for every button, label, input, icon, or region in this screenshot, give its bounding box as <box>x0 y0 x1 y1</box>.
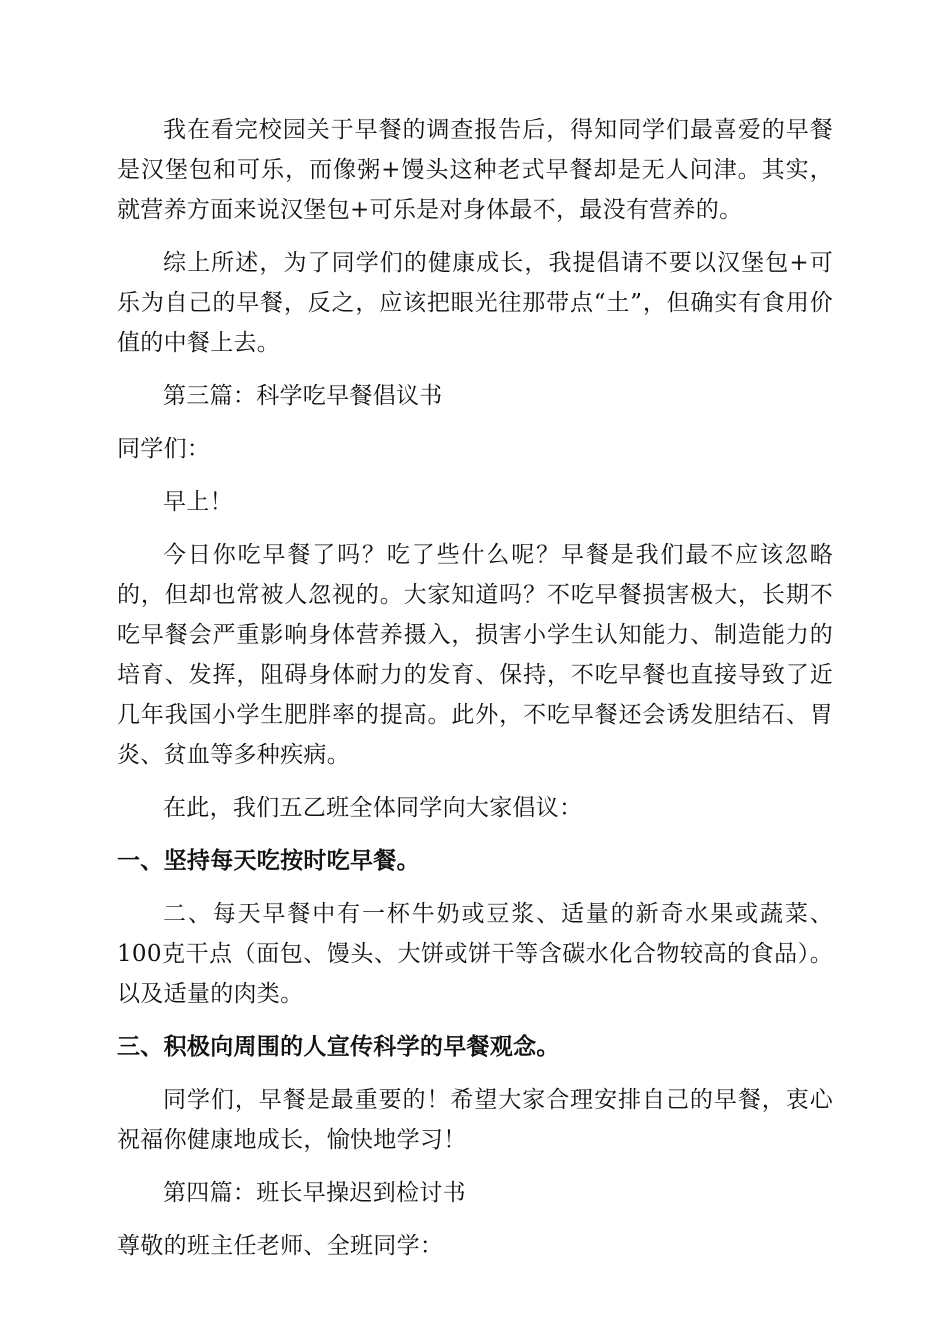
greeting-morning: 早上！ <box>163 489 233 515</box>
proposal-item-1: 一、坚持每天吃按时吃早餐。 <box>117 848 420 874</box>
paragraph-proposal-intro: 在此，我们五乙班全体同学向大家倡议： <box>163 795 583 821</box>
paragraph-conclusion: 综上所述，为了同学们的健康成长，我提倡请不要以汉堡包+可乐为自己的早餐，反之，应该把眼光往那带点“土”，但确实有食用价值的中餐上去。 <box>117 250 833 356</box>
paragraph-survey-report: 我在看完校园关于早餐的调查报告后，得知同学们最喜爱的早餐是汉堡包和可乐，而像粥+馒头这种老式早餐却是无人问津。其实，就营养方面来说汉堡包+可乐是对身体最不，最没有营养的。 <box>117 117 833 223</box>
document-page <box>117 110 833 1279</box>
section-title-fourth: 第四篇：班长早操迟到检讨书 <box>163 1180 466 1206</box>
salutation-teacher-classmates: 尊敬的班主任老师、全班同学： <box>117 1233 444 1259</box>
proposal-item-2: 二、每天早餐中有一杯牛奶或豆浆、适量的新奇水果或蔬菜、100克干点（面包、馒头、大饼或饼干等含碳水化合物较高的食品）。以及适量的肉类。 <box>117 901 833 1007</box>
paragraph-breakfast-importance: 今日你吃早餐了吗？吃了些什么呢？早餐是我们最不应该忽略的，但却也常被人忽视的。大家知道吗？不吃早餐损害极大，长期不吃早餐会严重影响身体营养摄入，损害小学生认知能力、制造能力的培育、发挥，阻碍身体耐力的发育、保持，不吃早餐也直接导致了近几年我国小学生肥胖率的提高。此外，不吃早餐还会诱发胆结石、胃炎、贫血等多种疾病。 <box>117 542 833 768</box>
proposal-item-3: 三、积极向周围的人宣传科学的早餐观念。 <box>117 1034 560 1060</box>
section-title-third: 第三篇：科学吃早餐倡议书 <box>163 383 443 409</box>
paragraph-closing: 同学们，早餐是最重要的！希望大家合理安排自己的早餐，衷心祝福你健康地成长，愉快地学习！ <box>117 1087 833 1153</box>
salutation-classmates: 同学们： <box>117 436 211 462</box>
